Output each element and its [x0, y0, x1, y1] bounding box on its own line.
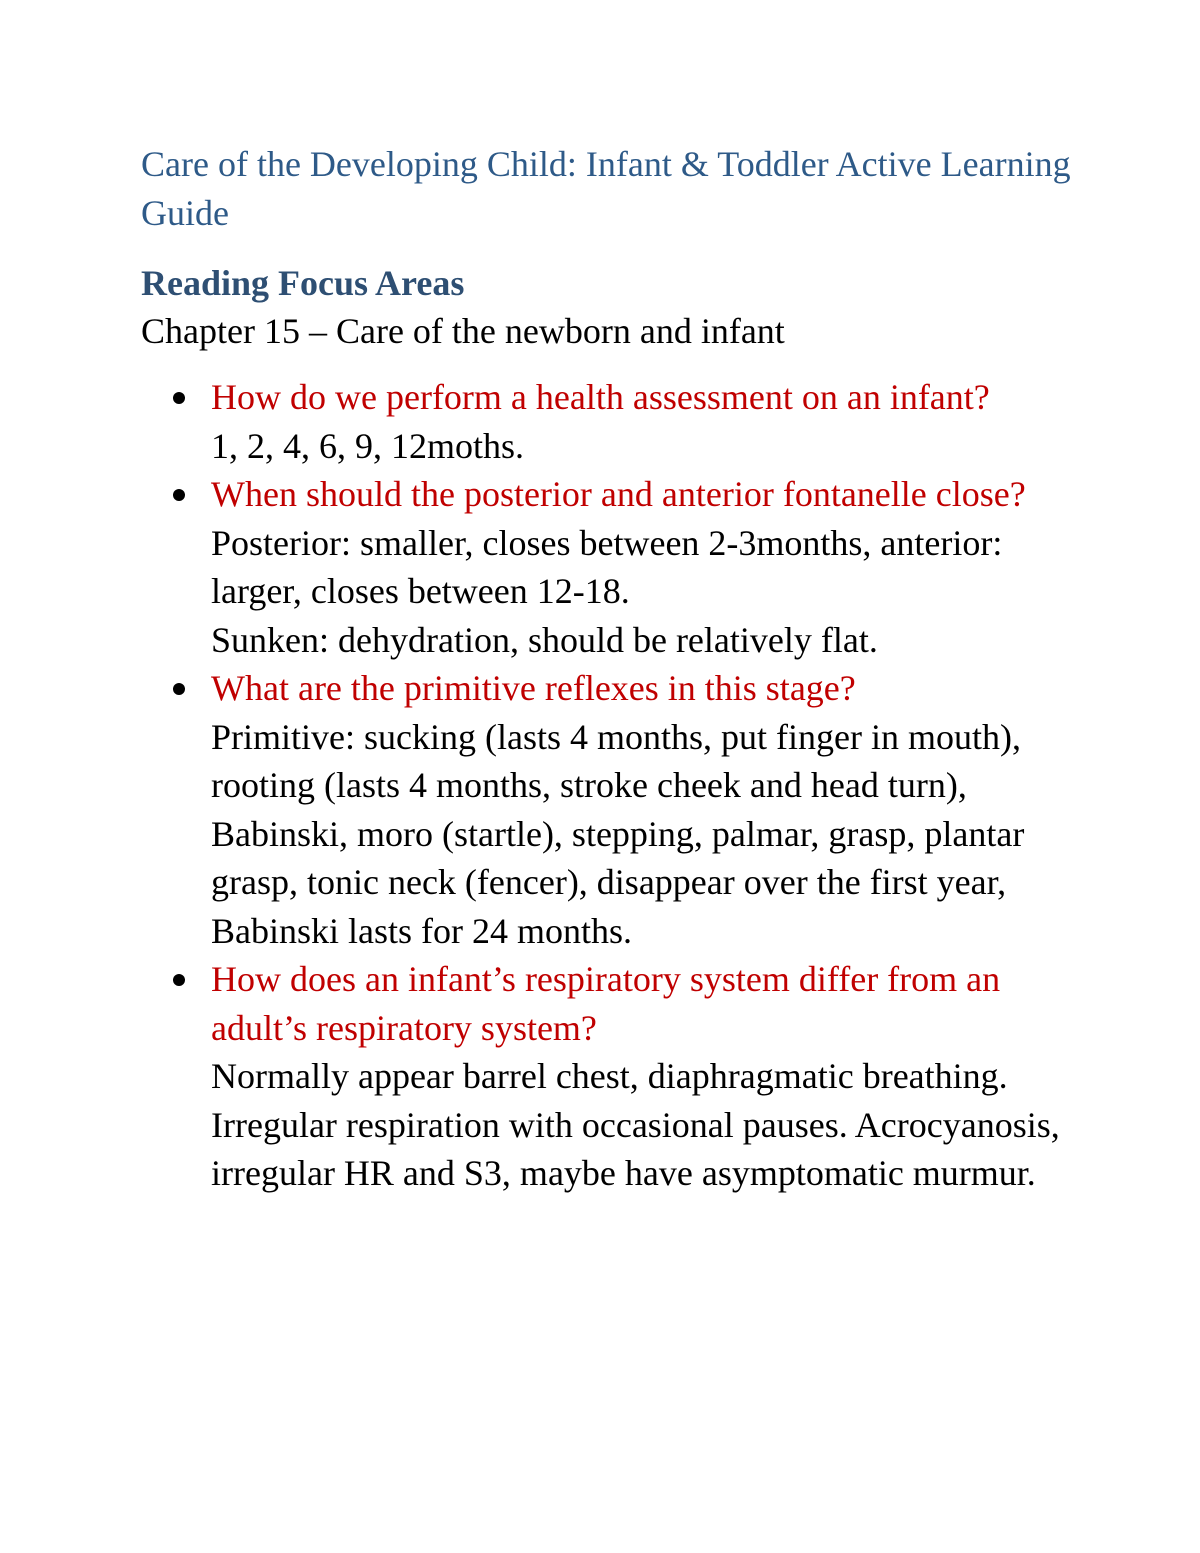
answer-text: Normally appear barrel chest, diaphragmatic breathing. Irregular respiration with occasional pauses. Acrocyanosis, irregular HR and S3, maybe have asymptomatic murmur. [211, 1056, 1060, 1193]
answer-text: Sunken: dehydration, should be relatively flat. [211, 619, 878, 660]
answer-text: Primitive: sucking (lasts 4 months, put finger in mouth), rooting (lasts 4 months, stroke cheek and head turn), Babinski, moro (startle), stepping, palmar, grasp, plantar grasp, tonic neck (fencer), disappear over the first year, Babinski lasts for 24 months. [211, 716, 1025, 951]
list-item [211, 664, 1071, 955]
document-title: Care of the Developing Child: Infant & Toddler Active Learning Guide [141, 144, 1071, 233]
question-text: What are the primitive reflexes in this stage? [211, 668, 856, 708]
answer-text: 1, 2, 4, 6, 9, 12moths. [211, 425, 525, 466]
chapter-line: Chapter 15 – Care of the newborn and infant [141, 311, 785, 351]
bullet-icon [173, 392, 185, 404]
answer-text: Posterior: smaller, closes between 2-3months, anterior: larger, closes between 12-18. [211, 522, 1003, 611]
question-list [211, 373, 1071, 1198]
bullet-icon [173, 974, 185, 986]
question-text: How do we perform a health assessment on an infant? [211, 377, 990, 417]
section-heading: Reading Focus Areas [141, 263, 465, 303]
list-item [211, 955, 1071, 1198]
question-text: When should the posterior and anterior fontanelle close? [211, 474, 1026, 514]
list-item [211, 470, 1071, 664]
bullet-icon [173, 489, 185, 501]
question-text: How does an infant’s respiratory system differ from an adult’s respiratory system? [211, 959, 1001, 1048]
list-item [211, 373, 1071, 470]
bullet-icon [173, 683, 185, 695]
